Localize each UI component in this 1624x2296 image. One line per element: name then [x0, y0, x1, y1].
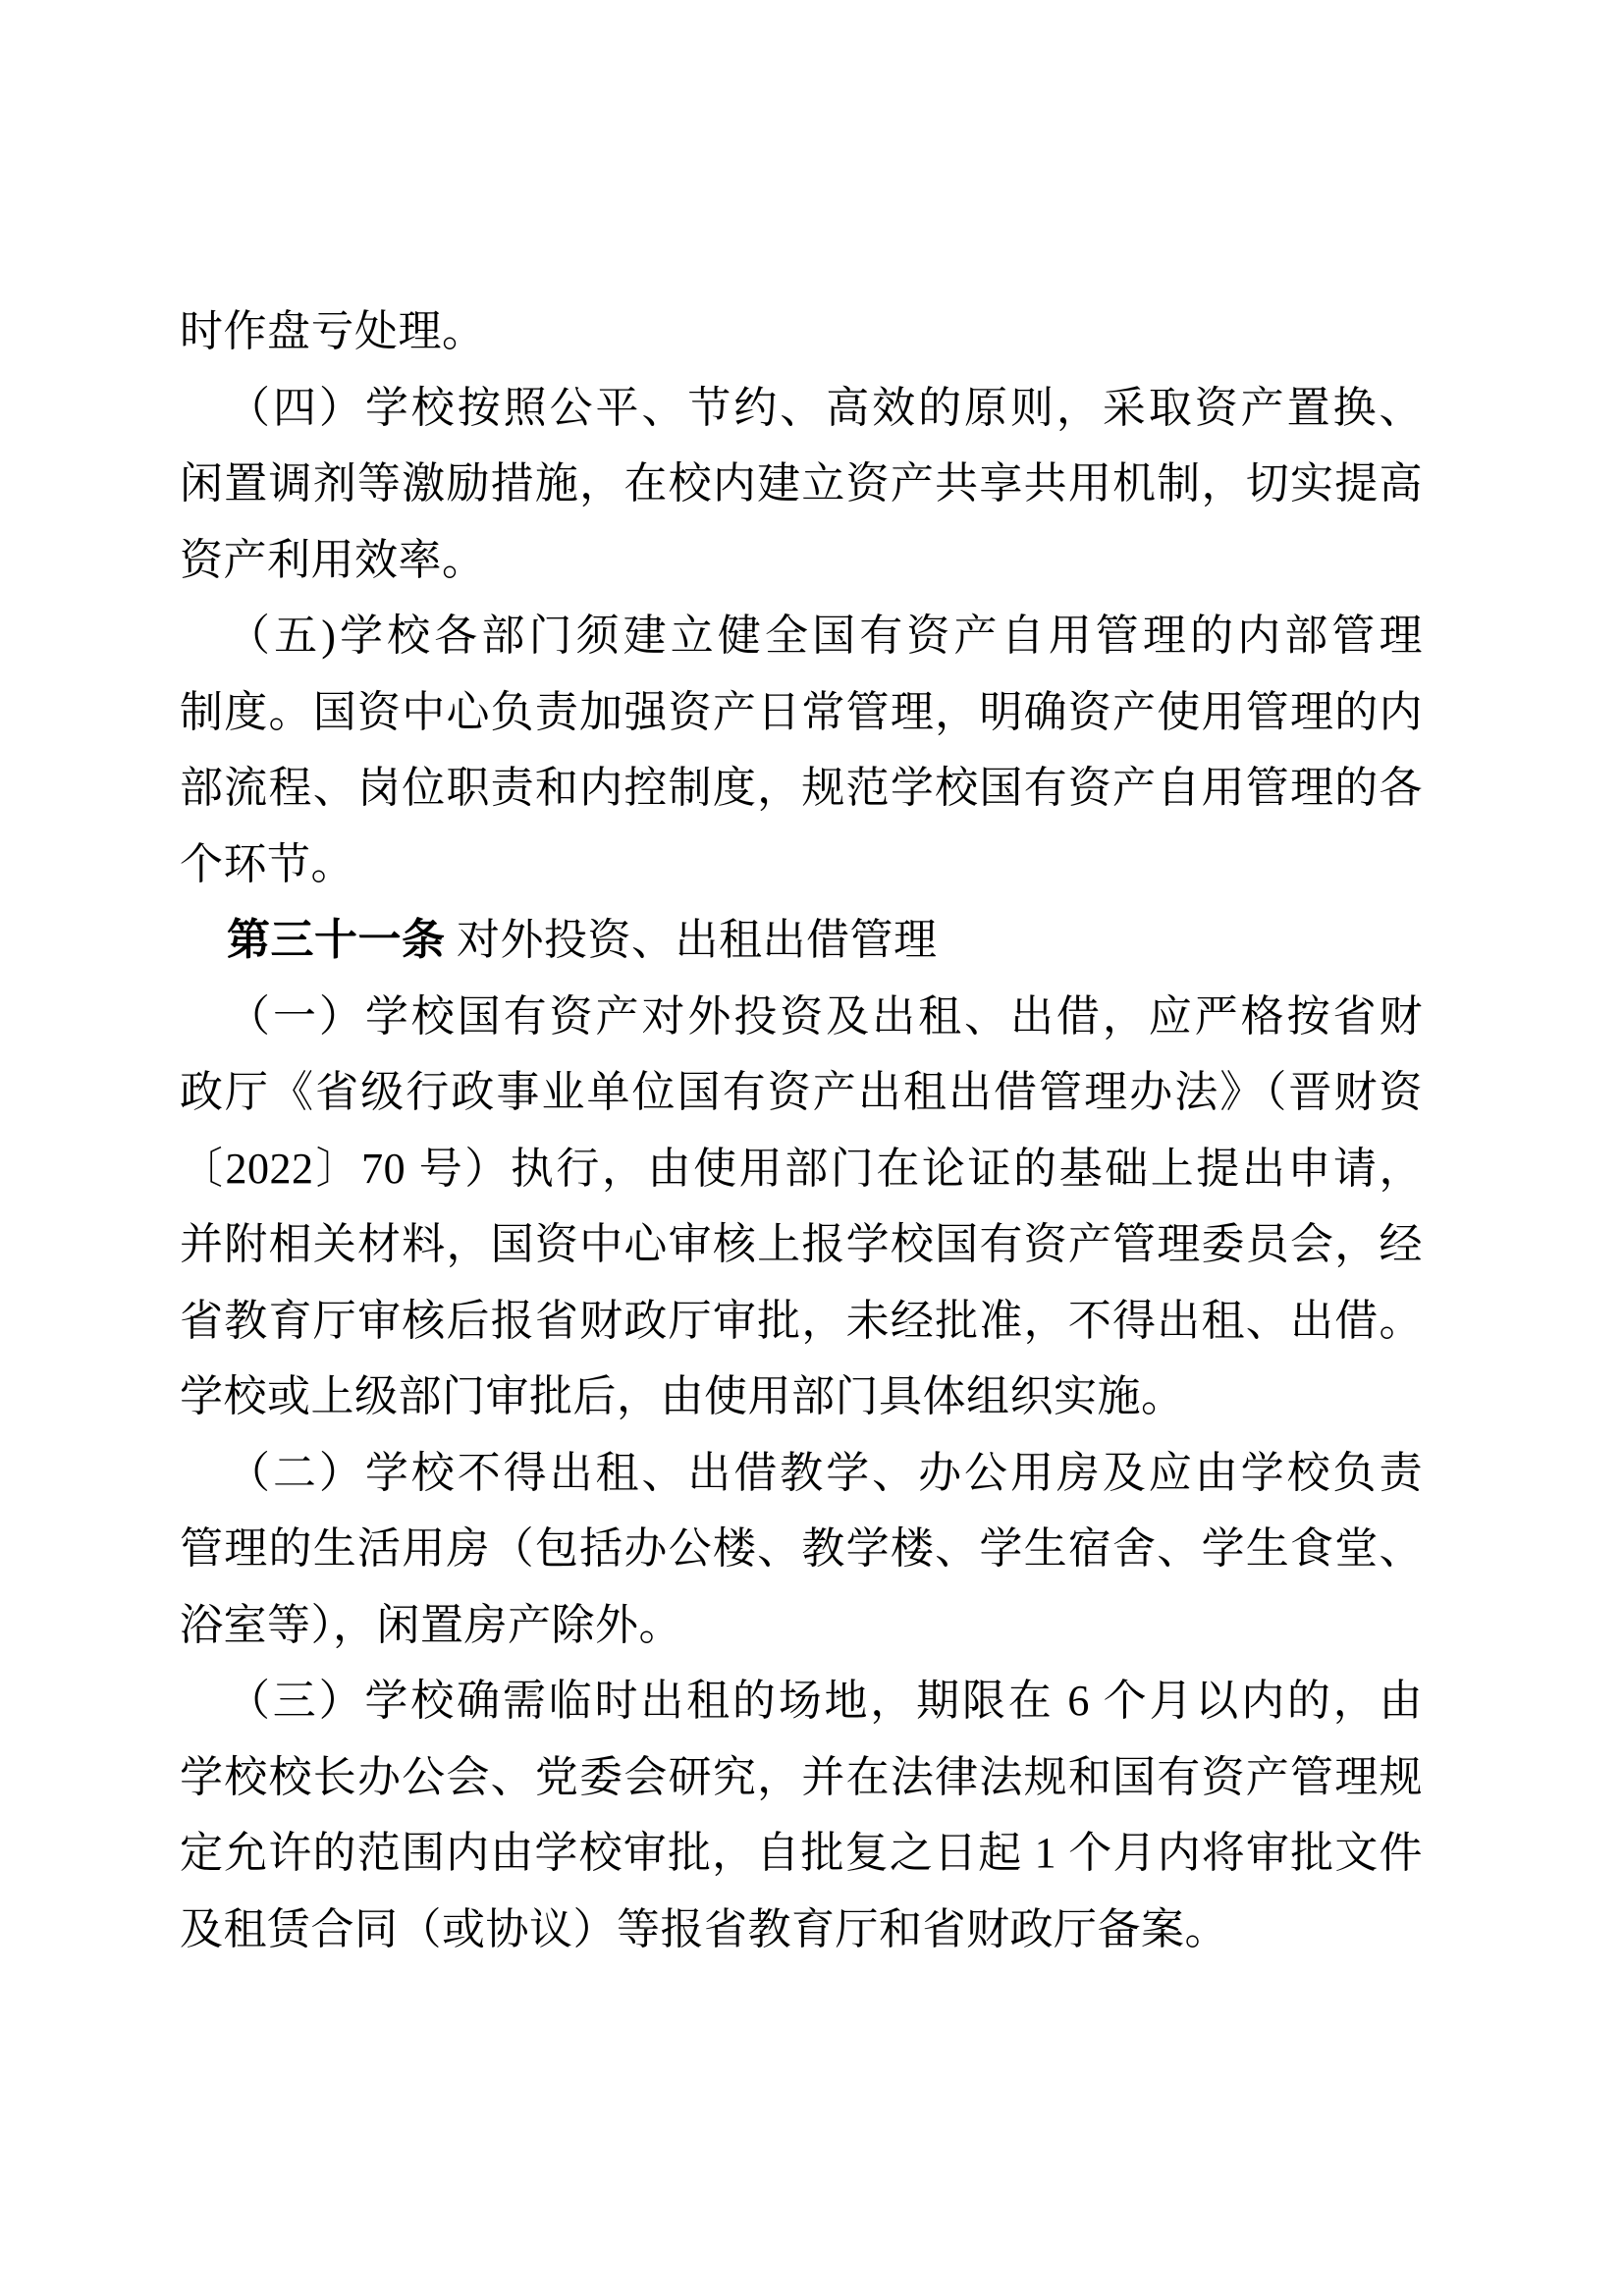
text-line: 学校或上级部门审批后，由使用部门具体组织实施。 — [180, 1372, 1185, 1420]
text-line: 资产利用效率。 — [180, 535, 486, 584]
article-title: 对外投资、出租出借管理 — [445, 916, 938, 964]
text-line: （一）学校国有资产对外投资及出租、出借，应严格按省财 — [227, 991, 1423, 1041]
text-line: 并附相关材料，国资中心审核上报学校国有资产管理委员会，经 — [180, 1220, 1423, 1268]
article-number: 第三十一条 — [227, 916, 446, 964]
text-line: 部流程、岗位职责和内控制度，规范学校国有资产自用管理的各 — [180, 764, 1423, 812]
text-line: 定允许的范围内由学校审批，自批复之日起 1 个月内将审批文件 — [180, 1829, 1423, 1877]
text-line: 管理的生活用房（包括办公楼、教学楼、学生宿舍、学生食堂、 — [180, 1524, 1423, 1573]
text-line: 个环节。 — [180, 839, 354, 888]
text-line — [180, 902, 1423, 979]
text-line: 学校校长办公会、党委会研究，并在法律法规和国有资产管理规 — [180, 1752, 1423, 1801]
text-line: 时作盘亏处理。 — [180, 307, 486, 355]
text-line: 制度。国资中心负责加强资产日常管理，明确资产使用管理的内 — [180, 687, 1423, 736]
text-line: （二）学校不得出租、出借教学、办公用房及应由学校负责 — [227, 1448, 1423, 1497]
text-line: 政厅《省级行政事业单位国有资产出租出借管理办法》（晋财资 — [180, 1068, 1423, 1116]
text-line: 及租赁合同（或协议）等报省教育厅和省财政厅备案。 — [180, 1904, 1228, 1953]
text-line: 省教育厅审核后报省财政厅审批，未经批准，不得出租、出借。 — [180, 1296, 1423, 1345]
text-line: 〔2022〕70 号）执行，由使用部门在论证的基础上提出申请， — [180, 1144, 1423, 1193]
document-body — [180, 294, 1423, 1967]
text-line: （四）学校按照公平、节约、高效的原则，采取资产置换、 — [227, 383, 1423, 432]
text-line: （五)学校各部门须建立健全国有资产自用管理的内部管理 — [227, 612, 1423, 660]
text-line: 闲置调剂等激励措施，在校内建立资产共享共用机制，切实提高 — [180, 459, 1423, 507]
text-line: （三）学校确需临时出租的场地，期限在 6 个月以内的，由 — [227, 1677, 1423, 1725]
text-line: 浴室等），闲置房产除外。 — [180, 1600, 682, 1649]
